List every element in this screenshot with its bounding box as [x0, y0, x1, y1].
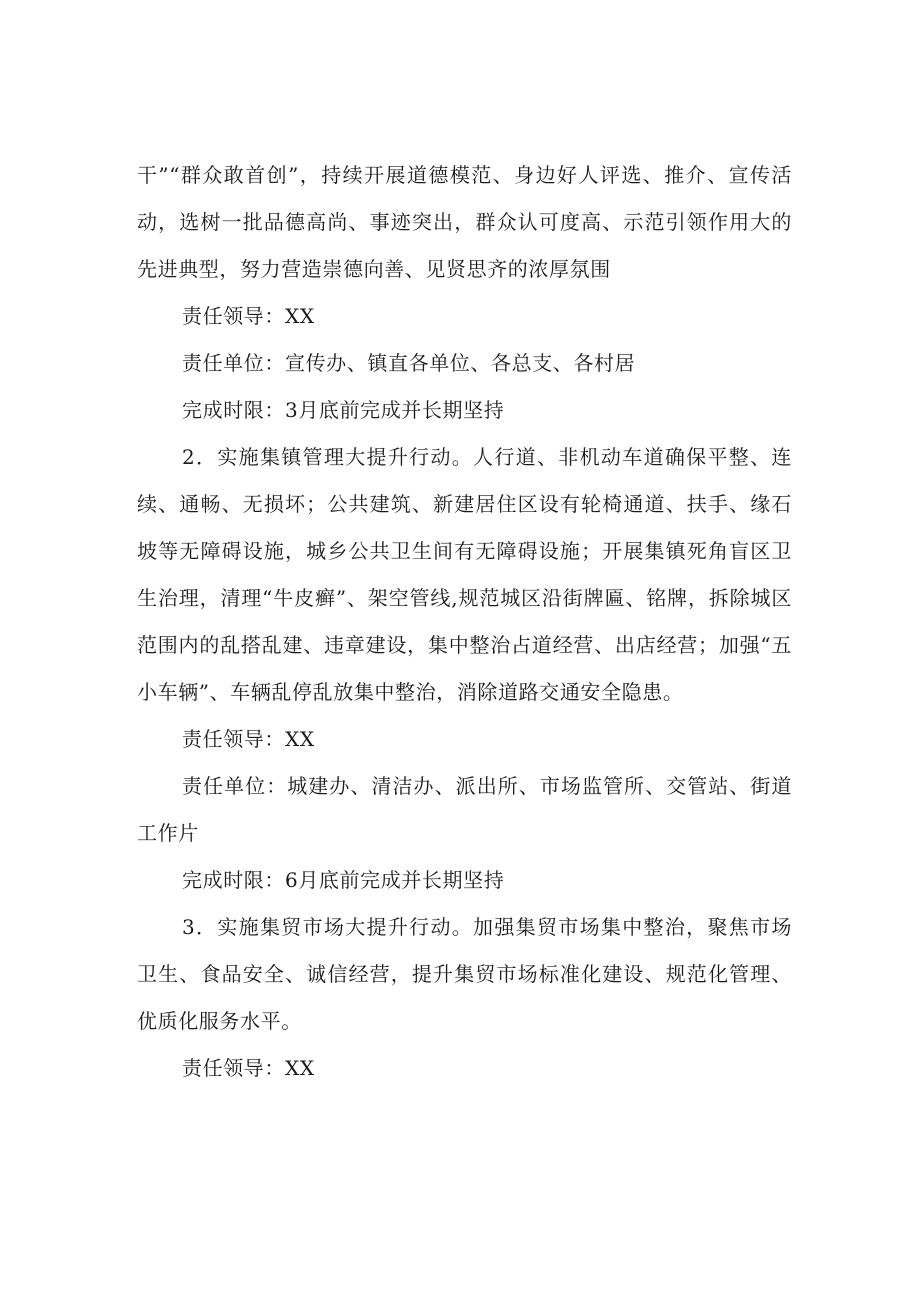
paragraph-continuation: 干”“群众敢首创”，持续开展道德模范、身边好人评选、推介、宣传活动，选树一批品德高尚、事迹突出，群众认可度高、示范引领作用大的先进典型，努力营造崇德向善、见贤思齐的浓厚氛围: [137, 163, 792, 281]
document-body: [137, 152, 792, 1092]
responsible-unit: 责任单位：宣传办、镇直各单位、各总支、各村居: [182, 351, 636, 375]
responsible-unit: 责任单位：城建办、清洁办、派出所、市场监管所、交管站、街道工作片: [137, 774, 792, 845]
item-2-paragraph: 2．实施集镇管理大提升行动。人行道、非机动车道确保平整、连续、通畅、无损坏；公共建筑、新建居住区设有轮椅通道、扶手、缘石坡等无障碍设施，城乡公共卫生间有无障碍设施；开展集镇死角盲区卫生治理，清理“牛皮癣”、架空管线,规范城区沿街牌匾、铭牌，拆除城区范围内的乱搭乱建、违章建设，集中整治占道经营、出店经营；加强“五小车辆”、车辆乱停乱放集中整治，消除道路交通安全隐患。: [137, 445, 792, 704]
responsible-leader: 责任领导：XX: [182, 1056, 315, 1080]
item-3-paragraph: 3．实施集贸市场大提升行动。加强集贸市场集中整治，聚焦市场卫生、食品安全、诚信经营，提升集贸市场标准化建设、规范化管理、优质化服务水平。: [137, 915, 792, 1033]
deadline: 完成时限：6月底前完成并长期坚持: [182, 868, 505, 892]
deadline: 完成时限：3月底前完成并长期坚持: [182, 398, 505, 422]
responsible-leader: 责任领导：XX: [182, 304, 315, 328]
responsible-leader: 责任领导：XX: [182, 727, 315, 751]
